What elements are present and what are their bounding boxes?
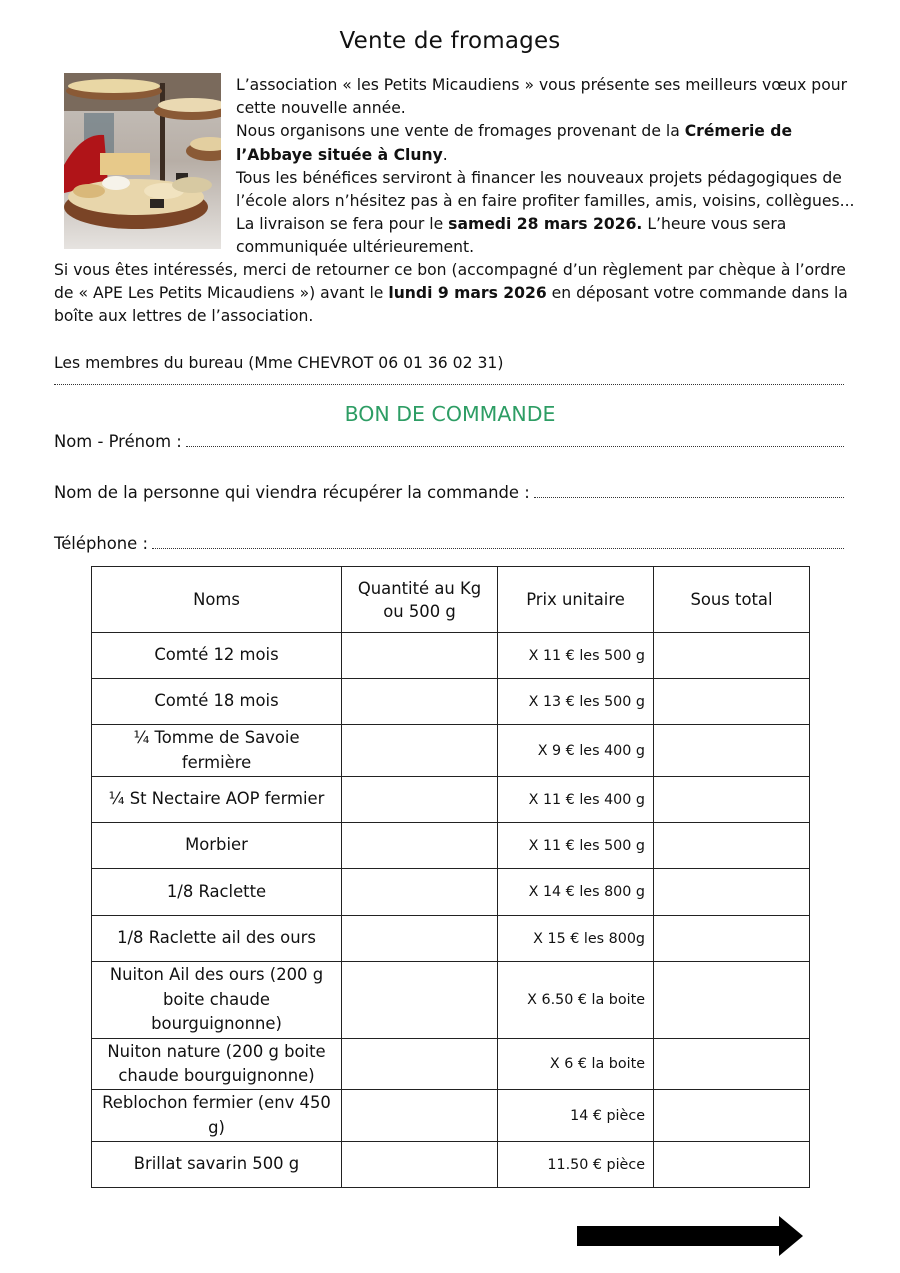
quantity-cell[interactable] xyxy=(342,869,498,916)
quantity-cell[interactable] xyxy=(342,633,498,679)
subtotal-cell[interactable] xyxy=(654,725,810,777)
pickup-person-field-line[interactable] xyxy=(534,496,844,498)
unit-price: X 14 € les 800 g xyxy=(498,869,654,916)
table-row xyxy=(92,1142,810,1188)
intro-text xyxy=(236,74,856,260)
header-unit-price: Prix unitaire xyxy=(498,567,654,633)
unit-price: X 11 € les 500 g xyxy=(498,633,654,679)
cheese-name: Nuiton Ail des ours (200 g boite chaude bourguignonne) xyxy=(92,962,342,1039)
unit-price: X 11 € les 500 g xyxy=(498,823,654,869)
table-row xyxy=(92,1090,810,1142)
cheese-name: 1/8 Raclette xyxy=(92,869,342,916)
cheese-name: Comté 18 mois xyxy=(92,679,342,725)
unit-price: X 6 € la boite xyxy=(498,1039,654,1090)
table-row xyxy=(92,725,810,777)
page-title: Vente de fromages xyxy=(339,28,561,54)
delivery-paragraph: La livraison se fera pour le samedi 28 mars 2026. L’heure vous sera communiquée ultérieurement. xyxy=(236,215,787,257)
cheese-name: Nuiton nature (200 g boite chaude bourguignonne) xyxy=(92,1039,342,1090)
name-field[interactable] xyxy=(54,432,844,451)
name-field-line[interactable] xyxy=(186,445,844,447)
benefits-paragraph: Tous les bénéfices serviront à financer les nouveaux projets pédagogiques de l’école alors n’hésitez pas à en faire profiter familles, amis, voisins, collègues... xyxy=(236,168,855,211)
pickup-person-field[interactable] xyxy=(54,483,844,502)
table-row xyxy=(92,633,810,679)
header-quantity: Quantité au Kg ou 500 g xyxy=(342,567,498,633)
quantity-cell[interactable] xyxy=(342,962,498,1039)
subtotal-cell[interactable] xyxy=(654,1039,810,1090)
subtotal-cell[interactable] xyxy=(654,869,810,916)
table-row xyxy=(92,962,810,1039)
phone-field-line[interactable] xyxy=(152,547,844,549)
subtotal-cell[interactable] xyxy=(654,1142,810,1188)
order-form-title: BON DE COMMANDE xyxy=(344,402,556,426)
cheese-name: ¼ Tomme de Savoie fermière xyxy=(92,725,342,777)
order-table xyxy=(91,566,810,1188)
subtotal-cell[interactable] xyxy=(654,679,810,725)
unit-price: X 9 € les 400 g xyxy=(498,725,654,777)
cheese-name: ¼ St Nectaire AOP fermier xyxy=(92,777,342,823)
quantity-cell[interactable] xyxy=(342,725,498,777)
unit-price: 11.50 € pièce xyxy=(498,1142,654,1188)
quantity-cell[interactable] xyxy=(342,777,498,823)
subtotal-cell[interactable] xyxy=(654,962,810,1039)
header-subtotal: Sous total xyxy=(654,567,810,633)
signature: Les membres du bureau (Mme CHEVROT 06 01 36 02 31) xyxy=(54,354,504,372)
quantity-cell[interactable] xyxy=(342,1090,498,1142)
table-row xyxy=(92,679,810,725)
quantity-cell[interactable] xyxy=(342,679,498,725)
unit-price: 14 € pièce xyxy=(498,1090,654,1142)
unit-price: X 11 € les 400 g xyxy=(498,777,654,823)
subtotal-cell[interactable] xyxy=(654,916,810,962)
cheese-platter-photo xyxy=(64,73,221,249)
wishes-paragraph: L’association « les Petits Micaudiens » vous présente ses meilleurs vœux pour cette nouvelle année. xyxy=(236,76,848,118)
table-row xyxy=(92,916,810,962)
arrow-right-icon xyxy=(577,1216,803,1260)
name-field-label: Nom - Prénom : xyxy=(54,432,182,451)
quantity-cell[interactable] xyxy=(342,916,498,962)
quantity-cell[interactable] xyxy=(342,1142,498,1188)
phone-field-label: Téléphone : xyxy=(54,534,148,553)
sale-paragraph: Nous organisons une vente de fromages provenant de la Crémerie de l’Abbaye située à Cluny. xyxy=(236,122,793,164)
cheese-name: Reblochon fermier (env 450 g) xyxy=(92,1090,342,1142)
unit-price: X 15 € les 800g xyxy=(498,916,654,962)
cheese-name: Comté 12 mois xyxy=(92,633,342,679)
table-row xyxy=(92,869,810,916)
header-names: Noms xyxy=(92,567,342,633)
return-instructions: Si vous êtes intéressés, merci de retourner ce bon (accompagné d’un règlement par chèque à l’ordre de « APE Les Petits Micaudiens ») avant le lundi 9 mars 2026 en déposant votre commande dans la boîte aux lettres de l’association. xyxy=(54,261,848,326)
table-row xyxy=(92,1039,810,1090)
subtotal-cell[interactable] xyxy=(654,823,810,869)
unit-price: X 13 € les 500 g xyxy=(498,679,654,725)
quantity-cell[interactable] xyxy=(342,823,498,869)
subtotal-cell[interactable] xyxy=(654,633,810,679)
unit-price: X 6.50 € la boite xyxy=(498,962,654,1039)
table-row xyxy=(92,777,810,823)
phone-field[interactable] xyxy=(54,534,844,553)
cut-separator xyxy=(54,384,844,385)
pickup-person-field-label: Nom de la personne qui viendra récupérer la commande : xyxy=(54,483,530,502)
subtotal-cell[interactable] xyxy=(654,777,810,823)
table-header-row xyxy=(92,567,810,633)
subtotal-cell[interactable] xyxy=(654,1090,810,1142)
cheese-name: 1/8 Raclette ail des ours xyxy=(92,916,342,962)
cheese-name: Brillat savarin 500 g xyxy=(92,1142,342,1188)
cheese-name: Morbier xyxy=(92,823,342,869)
quantity-cell[interactable] xyxy=(342,1039,498,1090)
table-row xyxy=(92,823,810,869)
